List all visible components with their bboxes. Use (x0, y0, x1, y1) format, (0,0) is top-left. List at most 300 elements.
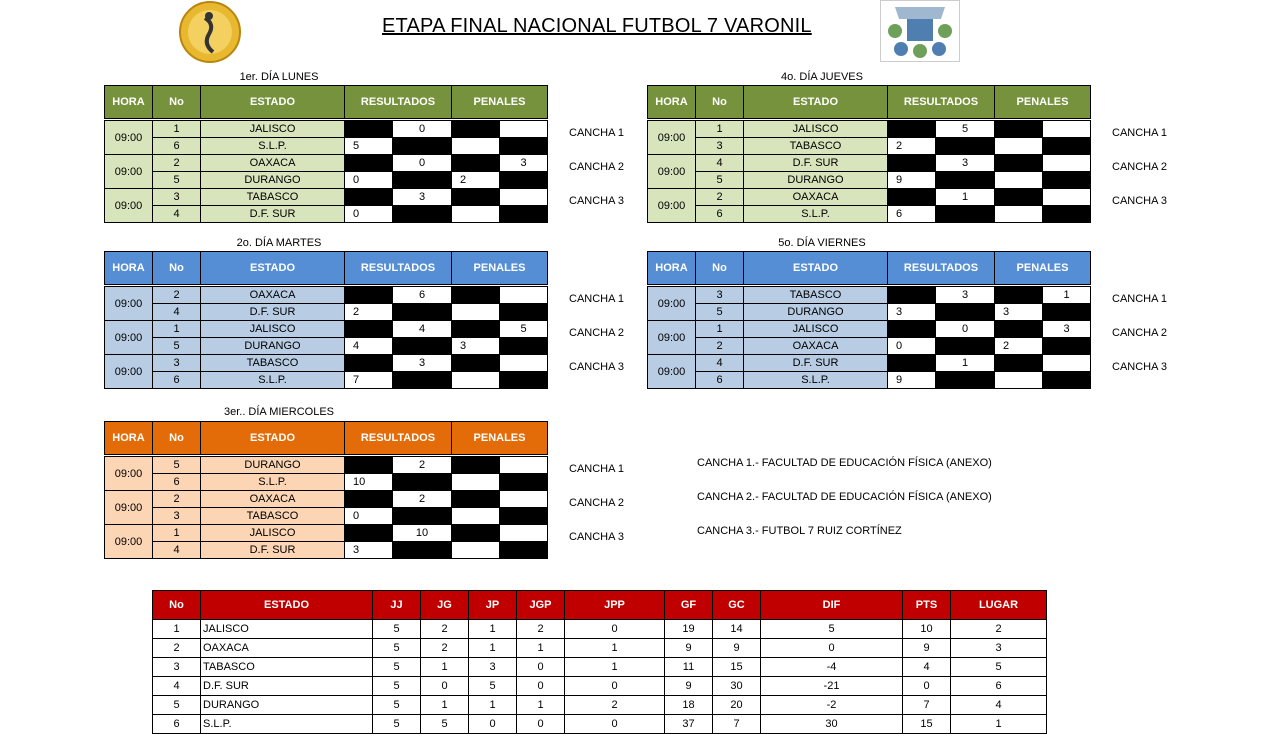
header-penales: PENALES (995, 86, 1091, 119)
standings-cell: 5 (373, 658, 421, 677)
standings-cell: 6 (951, 677, 1047, 696)
standings-header-cell: GC (713, 591, 761, 620)
team-state: DURANGO (744, 172, 888, 189)
team-number: 1 (696, 121, 744, 138)
standings-row (153, 715, 1047, 734)
match-time: 09:00 (648, 189, 696, 223)
crest-logo (880, 0, 960, 62)
penalty-score (995, 172, 1043, 189)
match-row (105, 304, 548, 321)
penalty-score (452, 508, 500, 525)
penalty-score (1043, 121, 1091, 138)
penalty-score-shade (500, 206, 548, 223)
standings-cell: -4 (761, 658, 903, 677)
team-number: 3 (153, 189, 201, 206)
venue-note-3: CANCHA 3.- FUTBOL 7 RUIZ CORTÍNEZ (697, 525, 902, 537)
field-label: CANCHA 2 (569, 327, 625, 339)
penalty-score (452, 372, 500, 389)
standings-cell: 37 (665, 715, 713, 734)
team-state: D.F. SUR (201, 304, 345, 321)
standings-cell: 5 (469, 677, 517, 696)
standings-header-cell: JP (469, 591, 517, 620)
field-label: CANCHA 2 (569, 161, 625, 173)
team-number: 6 (153, 372, 201, 389)
result-score: 0 (936, 321, 995, 338)
header-no: No (696, 252, 744, 285)
result-score-shade (345, 287, 393, 304)
penalty-score-shade (995, 287, 1043, 304)
header-penales: PENALES (995, 252, 1091, 285)
header-hora: HORA (105, 86, 153, 119)
standings-cell: 2 (421, 620, 469, 639)
field-label: CANCHA 1 (1112, 293, 1168, 305)
match-row (105, 372, 548, 389)
standings-cell: 15 (903, 715, 951, 734)
team-number: 2 (696, 338, 744, 355)
result-score-shade (345, 155, 393, 172)
result-score: 0 (888, 338, 936, 355)
standings-header-cell: No (153, 591, 201, 620)
result-score-shade (393, 474, 452, 491)
schedule-header-row (105, 422, 548, 455)
result-score-shade (888, 121, 936, 138)
team-number: 2 (153, 287, 201, 304)
match-row (648, 321, 1091, 338)
header-resultados: RESULTADOS (888, 252, 995, 285)
team-state: OAXACA (744, 338, 888, 355)
result-score: 3 (888, 304, 936, 321)
penalty-score-shade (995, 121, 1043, 138)
result-score-shade (393, 304, 452, 321)
team-state: TABASCO (201, 508, 345, 525)
standings-header-row (153, 591, 1047, 620)
penalty-score (995, 206, 1043, 223)
match-row (105, 172, 548, 189)
standings-cell: JALISCO (201, 620, 373, 639)
result-score-shade (393, 508, 452, 525)
team-number: 5 (153, 172, 201, 189)
standings-cell: 5 (153, 696, 201, 715)
penalty-score (452, 542, 500, 559)
standings-cell: 3 (153, 658, 201, 677)
match-row (105, 155, 548, 172)
penalty-score-shade (500, 172, 548, 189)
result-score-shade (345, 457, 393, 474)
result-score-shade (393, 542, 452, 559)
penalty-score-shade (452, 189, 500, 206)
standings-cell: 2 (153, 639, 201, 658)
penalty-score: 3 (995, 304, 1043, 321)
match-time: 09:00 (105, 525, 153, 559)
team-number: 6 (696, 206, 744, 223)
team-state: TABASCO (201, 355, 345, 372)
result-score-shade (345, 491, 393, 508)
result-score: 5 (936, 121, 995, 138)
result-score: 2 (345, 304, 393, 321)
match-row (105, 121, 548, 138)
standings-cell: 30 (761, 715, 903, 734)
match-row (105, 525, 548, 542)
standings-cell: 0 (903, 677, 951, 696)
team-number: 5 (153, 457, 201, 474)
team-number: 4 (153, 206, 201, 223)
field-label: CANCHA 3 (1112, 361, 1168, 373)
team-state: OAXACA (201, 155, 345, 172)
header-penales: PENALES (452, 422, 548, 455)
result-score-shade (345, 321, 393, 338)
penalty-score-shade (1043, 206, 1091, 223)
match-row (648, 138, 1091, 155)
penalty-score: 3 (452, 338, 500, 355)
penalty-score: 3 (500, 155, 548, 172)
result-score: 9 (888, 372, 936, 389)
result-score: 9 (888, 172, 936, 189)
match-time: 09:00 (105, 287, 153, 321)
penalty-score-shade (500, 338, 548, 355)
team-state: DURANGO (201, 172, 345, 189)
result-score: 6 (888, 206, 936, 223)
result-score-shade (936, 304, 995, 321)
standings-cell: 0 (565, 620, 665, 639)
standings-header-cell: ESTADO (201, 591, 373, 620)
team-state: DURANGO (201, 457, 345, 474)
standings-cell: 4 (903, 658, 951, 677)
standings-cell: 3 (469, 658, 517, 677)
penalty-score-shade (995, 189, 1043, 206)
standings-cell: 1 (421, 658, 469, 677)
match-row (648, 189, 1091, 206)
result-score-shade (888, 355, 936, 372)
standings-cell: 0 (761, 639, 903, 658)
team-number: 5 (696, 304, 744, 321)
team-state: S.L.P. (201, 138, 345, 155)
standings-cell: 5 (761, 620, 903, 639)
penalty-score-shade (500, 542, 548, 559)
field-label: CANCHA 2 (1112, 327, 1168, 339)
result-score: 1 (936, 189, 995, 206)
event-logo (175, 0, 245, 66)
standings-header-cell: LUGAR (951, 591, 1047, 620)
result-score-shade (936, 206, 995, 223)
standings-cell: 0 (421, 677, 469, 696)
match-row (648, 121, 1091, 138)
match-row (648, 372, 1091, 389)
standings-cell: 1 (469, 639, 517, 658)
standings-cell: -21 (761, 677, 903, 696)
day-label: 4o. DÍA JUEVES (781, 71, 863, 83)
team-number: 4 (696, 355, 744, 372)
result-score-shade (345, 121, 393, 138)
standings-cell: 7 (903, 696, 951, 715)
match-row (105, 491, 548, 508)
header-penales: PENALES (452, 86, 548, 119)
match-row (648, 304, 1091, 321)
result-score: 2 (888, 138, 936, 155)
standings-cell: 5 (373, 639, 421, 658)
match-time: 09:00 (105, 121, 153, 155)
penalty-score-shade (452, 525, 500, 542)
team-state: S.L.P. (744, 206, 888, 223)
match-time: 09:00 (105, 155, 153, 189)
penalty-score (500, 457, 548, 474)
match-time: 09:00 (648, 321, 696, 355)
team-state: DURANGO (744, 304, 888, 321)
standings-cell: 15 (713, 658, 761, 677)
standings-row (153, 639, 1047, 658)
header-resultados: RESULTADOS (345, 252, 452, 285)
standings-cell: 2 (517, 620, 565, 639)
day-label: 3er.. DÍA MIERCOLES (223, 406, 335, 418)
team-state: OAXACA (744, 189, 888, 206)
standings-cell: 9 (903, 639, 951, 658)
team-state: D.F. SUR (744, 355, 888, 372)
schedule-header-row (648, 252, 1091, 285)
team-number: 5 (696, 172, 744, 189)
standings-cell: 7 (713, 715, 761, 734)
match-time: 09:00 (105, 355, 153, 389)
result-score: 4 (393, 321, 452, 338)
result-score-shade (888, 155, 936, 172)
header-hora: HORA (105, 422, 153, 455)
penalty-score-shade (452, 121, 500, 138)
penalty-score-shade (500, 372, 548, 389)
header-estado: ESTADO (744, 252, 888, 285)
standings-cell: 5 (421, 715, 469, 734)
day-schedule-table (647, 85, 1091, 223)
day-label: 2o. DÍA MARTES (236, 237, 322, 249)
result-score-shade (393, 372, 452, 389)
header-estado: ESTADO (201, 86, 345, 119)
team-number: 6 (696, 372, 744, 389)
team-number: 1 (153, 121, 201, 138)
standings-cell: 5 (373, 677, 421, 696)
result-score: 3 (393, 355, 452, 372)
standings-cell: 9 (713, 639, 761, 658)
penalty-score (500, 525, 548, 542)
team-number: 4 (153, 304, 201, 321)
result-score-shade (936, 338, 995, 355)
standings-cell: OAXACA (201, 639, 373, 658)
standings-cell: 20 (713, 696, 761, 715)
schedule-header-row (105, 252, 548, 285)
team-state: JALISCO (744, 121, 888, 138)
schedule-header-row (648, 86, 1091, 119)
header-no: No (153, 86, 201, 119)
penalty-score-shade (452, 491, 500, 508)
penalty-score (500, 355, 548, 372)
standings-cell: TABASCO (201, 658, 373, 677)
match-time: 09:00 (105, 189, 153, 223)
standings-header-cell: GF (665, 591, 713, 620)
match-row (648, 355, 1091, 372)
standings-header-cell: JGP (517, 591, 565, 620)
result-score-shade (345, 189, 393, 206)
team-number: 5 (153, 338, 201, 355)
team-number: 2 (153, 491, 201, 508)
header-estado: ESTADO (744, 86, 888, 119)
standings-cell: 1 (565, 658, 665, 677)
standings-cell: 18 (665, 696, 713, 715)
penalty-score-shade (500, 138, 548, 155)
match-row (648, 172, 1091, 189)
venue-note-2: CANCHA 2.- FACULTAD DE EDUCACIÓN FÍSICA (ANEXO) (697, 491, 992, 503)
penalty-score-shade (995, 155, 1043, 172)
result-score-shade (888, 189, 936, 206)
match-row (648, 206, 1091, 223)
standings-header-cell: JJ (373, 591, 421, 620)
result-score: 0 (393, 155, 452, 172)
standings-header-cell: JG (421, 591, 469, 620)
header-no: No (153, 422, 201, 455)
result-score: 2 (393, 491, 452, 508)
penalty-score-shade (995, 321, 1043, 338)
team-state: JALISCO (201, 525, 345, 542)
team-number: 3 (696, 287, 744, 304)
penalty-score-shade (452, 457, 500, 474)
standings-cell: 14 (713, 620, 761, 639)
match-row (105, 457, 548, 474)
team-state: OAXACA (201, 287, 345, 304)
standings-row (153, 658, 1047, 677)
match-row (648, 338, 1091, 355)
standings-header-cell: PTS (903, 591, 951, 620)
team-state: S.L.P. (201, 474, 345, 491)
penalty-score (452, 474, 500, 491)
standings-cell: 0 (517, 715, 565, 734)
team-state: S.L.P. (201, 372, 345, 389)
schedule-header-row (105, 86, 548, 119)
standings-cell: 9 (665, 677, 713, 696)
result-score-shade (393, 138, 452, 155)
day-label: 1er. DÍA LUNES (239, 71, 319, 83)
day-schedule-table (647, 251, 1091, 389)
team-number: 6 (153, 474, 201, 491)
result-score-shade (936, 372, 995, 389)
result-score: 6 (393, 287, 452, 304)
header-resultados: RESULTADOS (345, 422, 452, 455)
penalty-score-shade (1043, 304, 1091, 321)
team-number: 4 (153, 542, 201, 559)
team-state: JALISCO (744, 321, 888, 338)
standings-cell: -2 (761, 696, 903, 715)
penalty-score-shade (452, 355, 500, 372)
result-score-shade (393, 172, 452, 189)
day-schedule-table (104, 251, 548, 389)
standings-cell: 1 (951, 715, 1047, 734)
field-label: CANCHA 1 (569, 463, 625, 475)
penalty-score-shade (1043, 372, 1091, 389)
standings-cell: 1 (517, 696, 565, 715)
standings-row (153, 620, 1047, 639)
match-row (105, 474, 548, 491)
penalty-score (1043, 189, 1091, 206)
result-score-shade (936, 172, 995, 189)
match-time: 09:00 (105, 491, 153, 525)
team-state: JALISCO (201, 121, 345, 138)
team-number: 1 (153, 321, 201, 338)
standings-cell: 9 (665, 639, 713, 658)
result-score: 0 (345, 172, 393, 189)
header-estado: ESTADO (201, 422, 345, 455)
team-state: DURANGO (201, 338, 345, 355)
standings-cell: 2 (951, 620, 1047, 639)
result-score: 7 (345, 372, 393, 389)
match-time: 09:00 (648, 287, 696, 321)
standings-cell: 0 (517, 677, 565, 696)
standings-cell: 0 (565, 677, 665, 696)
match-time: 09:00 (648, 121, 696, 155)
result-score: 5 (345, 138, 393, 155)
result-score-shade (888, 287, 936, 304)
match-row (105, 189, 548, 206)
team-number: 3 (696, 138, 744, 155)
standings-cell: 1 (469, 620, 517, 639)
penalty-score: 2 (995, 338, 1043, 355)
header-hora: HORA (105, 252, 153, 285)
match-time: 09:00 (105, 321, 153, 355)
field-label: CANCHA 1 (569, 127, 625, 139)
result-score: 0 (393, 121, 452, 138)
field-label: CANCHA 3 (569, 195, 625, 207)
standings-cell: 4 (153, 677, 201, 696)
result-score-shade (345, 355, 393, 372)
result-score: 0 (345, 206, 393, 223)
standings-row (153, 696, 1047, 715)
field-label: CANCHA 1 (1112, 127, 1168, 139)
penalty-score (995, 138, 1043, 155)
penalty-score-shade (1043, 138, 1091, 155)
result-score: 1 (936, 355, 995, 372)
standings-header-cell: DIF (761, 591, 903, 620)
penalty-score-shade (452, 155, 500, 172)
field-label: CANCHA 3 (569, 531, 625, 543)
standings-cell: 0 (469, 715, 517, 734)
standings-cell: 5 (373, 715, 421, 734)
standings-cell: 1 (153, 620, 201, 639)
match-time: 09:00 (105, 457, 153, 491)
result-score: 4 (345, 338, 393, 355)
match-row (105, 355, 548, 372)
penalty-score: 1 (1043, 287, 1091, 304)
team-number: 4 (696, 155, 744, 172)
field-label: CANCHA 3 (1112, 195, 1168, 207)
penalty-score-shade (500, 304, 548, 321)
team-state: JALISCO (201, 321, 345, 338)
standings-cell: 5 (373, 696, 421, 715)
standings-row (153, 677, 1047, 696)
penalty-score (500, 121, 548, 138)
header-hora: HORA (648, 252, 696, 285)
match-row (105, 287, 548, 304)
team-number: 3 (153, 355, 201, 372)
field-label: CANCHA 2 (1112, 161, 1168, 173)
team-number: 1 (153, 525, 201, 542)
team-number: 6 (153, 138, 201, 155)
day-label: 5o. DÍA VIERNES (778, 237, 866, 249)
penalty-score (500, 189, 548, 206)
result-score-shade (345, 525, 393, 542)
penalty-score (452, 206, 500, 223)
result-score: 2 (393, 457, 452, 474)
standings-cell: 0 (517, 658, 565, 677)
standings-cell: 5 (373, 620, 421, 639)
match-row (105, 321, 548, 338)
standings-cell: 3 (951, 639, 1047, 658)
standings-cell: 4 (951, 696, 1047, 715)
penalty-score (995, 372, 1043, 389)
match-row (105, 206, 548, 223)
penalty-score-shade (1043, 172, 1091, 189)
